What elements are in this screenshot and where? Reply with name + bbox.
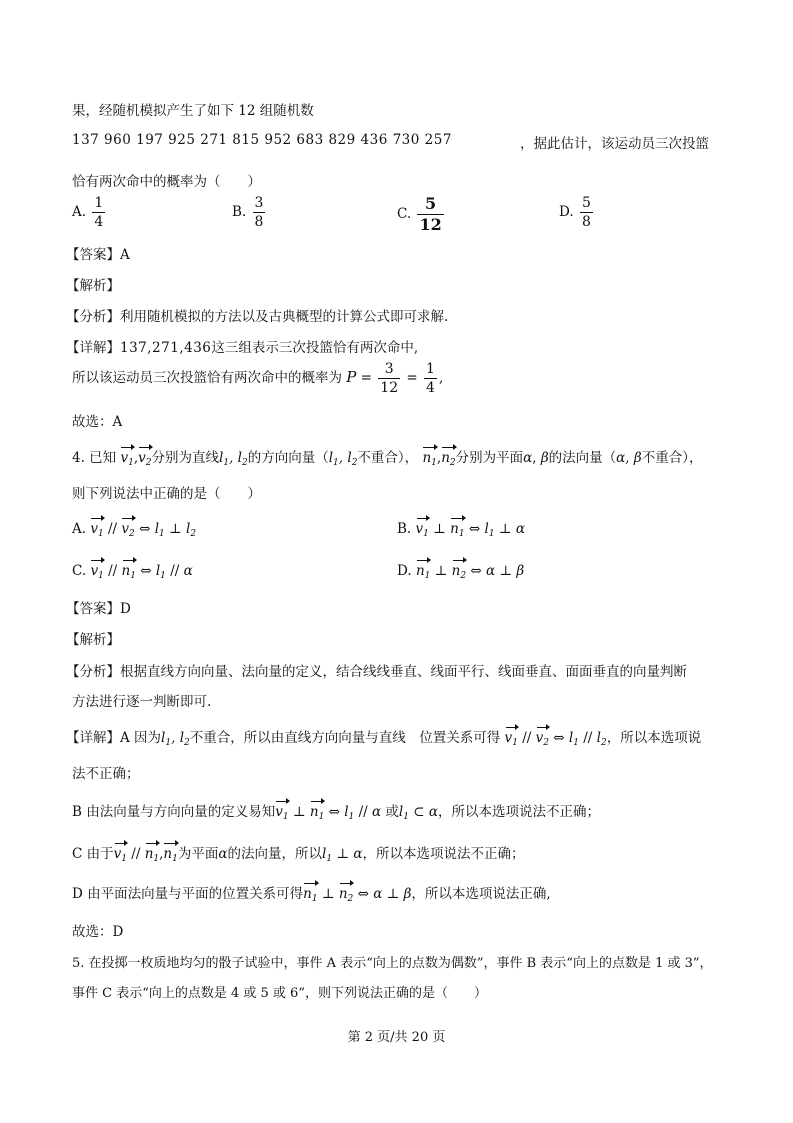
q3-answer: 【答案】A [66,247,130,263]
q4-fenxi-line2: 方法进行逐一判断即可. [72,694,212,710]
q4-detail-a: 【详解】A 因为$l_1$, $l_2$不重合，所以由直线方向向量与直线 位置关系可得 $v_1 // v_2$ ⇔ $l_1 // l_2$，所以本选项说 [66,726,701,748]
q4-option-c: C. $v_1 // n_1$ ⇔ $l_1$ // α [72,560,193,581]
q4-option-b: B. $v_1$ ⊥ $n_1$ ⇔ $l_1$ ⊥ α [397,518,525,539]
q4-stem2: 则下列说法中正确的是（ ） [72,486,261,502]
q5-line2: 事件 C 表示“向上的点数是 4 或 5 或 6”，则下列说法正确的是（ ） [72,986,487,1001]
q3-fenxi: 【分析】利用随机模拟的方法以及古典概型的计算公式即可求解. [66,309,449,325]
q3-option-d: D. $\frac{5}{8}$ [559,195,591,230]
q3-analysis-head: 【解析】 [66,278,120,294]
q4-detail-a-cont: 法不正确； [72,766,140,782]
q3-option-a: A. $\frac{1}{4}$ [72,195,104,230]
q3-line2-tail: ，据此估计，该运动员三次投篮 [520,136,709,152]
q5-line1: 5. 在投掷一枚质地均匀的骰子试验中，事件 A 表示“向上的点数为偶数”，事件 B 表示“向上的点数是 1 或 3”， [72,956,713,971]
q3-option-c: C. $\frac{5}{12}$ [397,194,442,234]
q4-detail-d: D 由平面法向量与平面的位置关系可得$n_1$ ⊥ $n_2$ ⇔ α ⊥ β，所以本选项说法正确, [72,882,551,904]
q3-choose: 故选：A [72,414,123,430]
q4-fenxi-line1: 【分析】根据直线方向向量、法向量的定义，结合线线垂直、线面平行、线面垂直、面面垂直的向量判断 [66,664,687,680]
q4-detail-b: B 由法向量与方向向量的定义易知$v_1$ ⊥ $n_1$ ⇔ $l_1$ // α 或$l_1$ ⊂ α，所以本选项说法不正确； [72,800,600,822]
q4-choose: 故选：D [72,924,124,940]
q4-option-d: D. $n_1$ ⊥ $n_2$ ⇔ α ⊥ β [397,560,524,581]
q3-line3: 恰有两次命中的概率为（ ） [72,174,261,190]
q4-analysis-head: 【解析】 [66,632,120,648]
q4-option-a: A. $v_1 // v_2$ ⇔ $l_1$ ⊥ $l_2$ [72,518,196,539]
random-numbers: 137 960 197 925 271 815 952 683 829 436 730 257 [72,132,452,148]
q3-detail: 【详解】137,271,436这三组表示三次投篮恰有两次命中, [66,340,419,356]
q3-option-b: B. $\frac{3}{8}$ [232,195,264,230]
q3-probability-line: 所以该运动员三次投篮恰有两次命中的概率为 P = $\frac{3}{12}$ = $\frac{1}{4}$ , [72,361,444,396]
q4-answer: 【答案】D [66,601,131,617]
page-footer: 第 2 页/共 20 页 [347,1030,446,1045]
q4-detail-c: C 由于$v_1 // n_1,n_1$为平面α的法向量，所以$l_1$ ⊥ α，所以本选项说法不正确； [72,842,524,864]
q3-line1: 果，经随机模拟产生了如下 12 组随机数 [72,103,314,119]
q4-stem: 4. 已知 $v_1,v_2$分别为直线$l_1$, $l_2$的方向向量（$l_1$, $l_2$不重合）， $n_1,n_2$分别为平面α, β的法向量（α, β不重合）， [72,446,702,468]
